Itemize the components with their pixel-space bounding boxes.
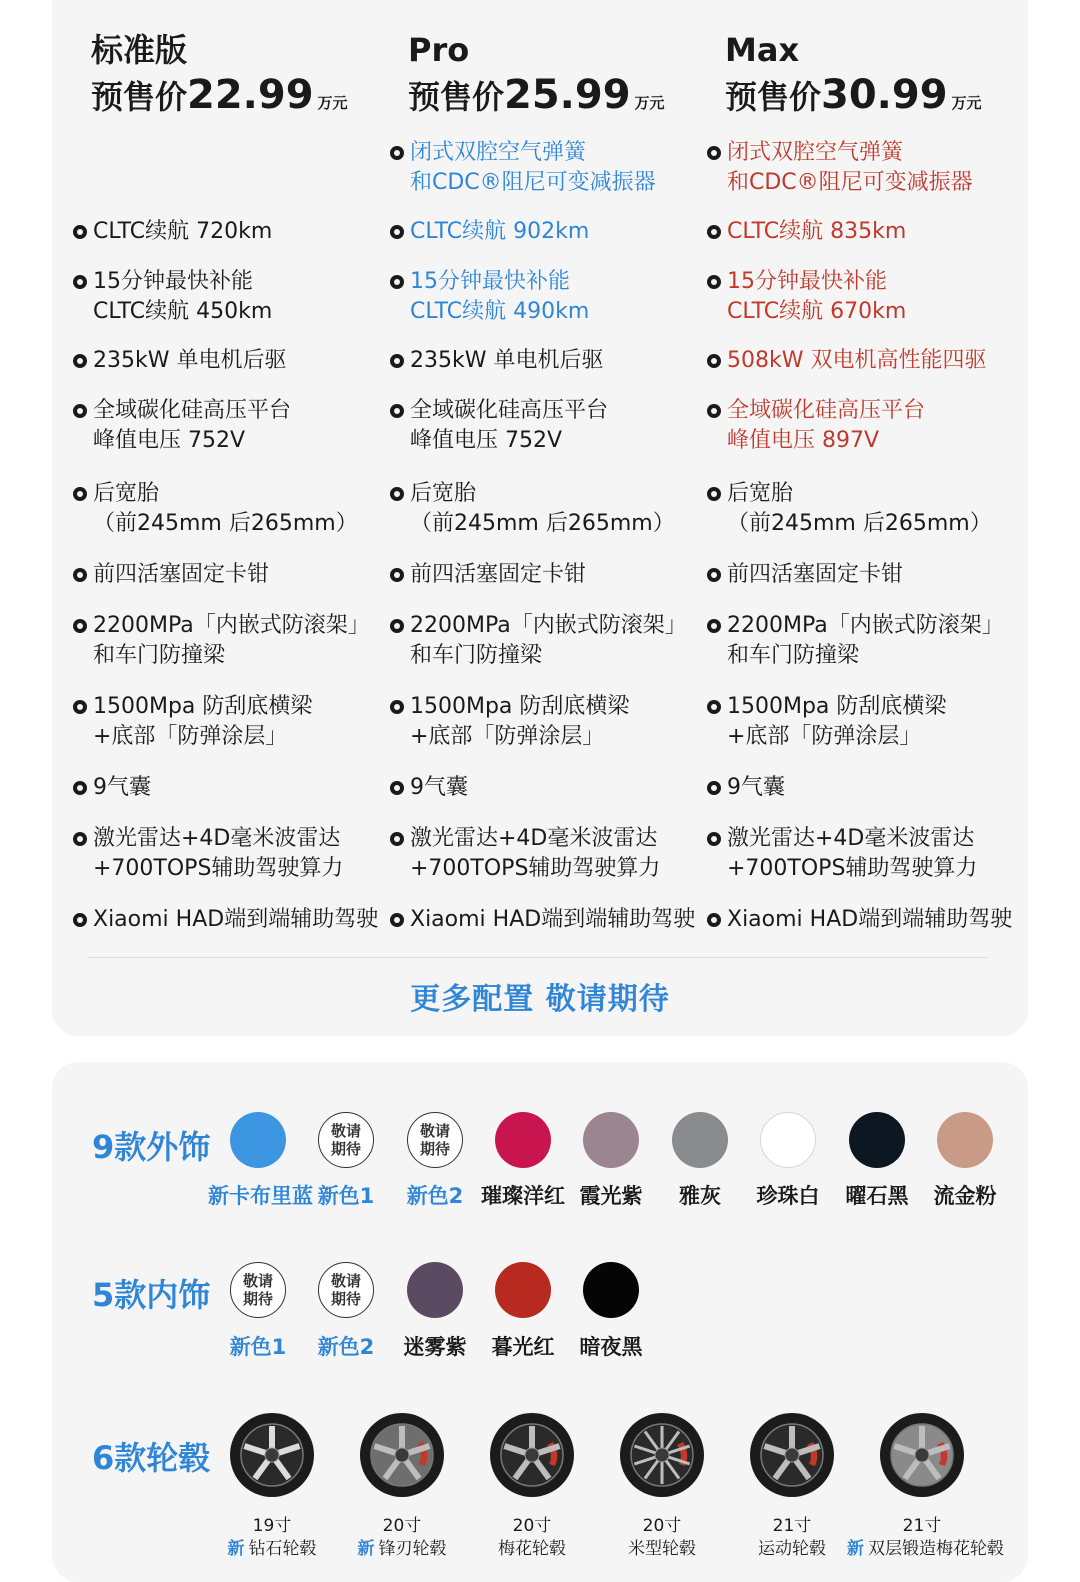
color-swatch [230, 1112, 286, 1168]
wheel-name [327, 1534, 477, 1559]
wheel-name-text: 运动轮毂 [758, 1539, 826, 1559]
color-label: 新色2 [317, 1335, 375, 1359]
bullet-icon [73, 700, 87, 714]
feature-item [707, 824, 977, 884]
bullet-icon [707, 487, 721, 501]
feature-item [707, 217, 906, 247]
feature-line: （前245mm 后265mm） [410, 511, 675, 536]
bullet-icon [390, 354, 404, 368]
feature-item [390, 138, 656, 198]
bullet-icon [73, 487, 87, 501]
price-unit: 万元 [951, 94, 982, 112]
wheel-icon [879, 1412, 965, 1498]
price-prefix: 预售价 [91, 78, 188, 116]
feature-line: 全域碳化硅高压平台 [727, 398, 926, 423]
feature-line: CLTC续航 902km [410, 219, 590, 244]
bullet-icon [707, 913, 721, 927]
feature-line: 后宽胎 [93, 481, 160, 506]
trim-name: Max [725, 31, 800, 69]
trim-price [408, 72, 665, 118]
trim-name: 标准版 [91, 31, 188, 69]
bullet-icon [707, 781, 721, 795]
bullet-icon [73, 619, 87, 633]
color-swatch [672, 1112, 728, 1168]
wheel-image [229, 1412, 315, 1498]
wheel-size: 19寸 [252, 1516, 292, 1536]
wheel-name-text: 米型轮毂 [628, 1539, 696, 1559]
feature-line: 15分钟最快补能 [410, 269, 570, 294]
wheel-name [847, 1534, 1004, 1559]
feature-line: Xiaomi HAD端到端辅助驾驶 [727, 907, 1013, 932]
feature-line: 和车门防撞梁 [93, 643, 226, 668]
feature-item [390, 396, 608, 456]
feature-line: +底部「防弹涂层」 [93, 724, 288, 749]
feature-item [73, 267, 272, 327]
feature-line: CLTC续航 720km [93, 219, 273, 244]
feature-line: 峰值电压 897V [727, 428, 880, 453]
color-label: 雅灰 [679, 1184, 721, 1208]
feature-item [73, 396, 291, 456]
feature-line: 峰值电压 752V [93, 428, 246, 453]
wheels-title: 6款轮毂 [92, 1439, 211, 1477]
feature-line: 激光雷达+4D毫米波雷达 [727, 826, 975, 851]
wheel-icon [229, 1412, 315, 1498]
wheel-name [457, 1534, 607, 1559]
feature-item [390, 560, 586, 590]
more-config-text: 更多配置 敬请期待 [410, 982, 670, 1017]
color-swatch [849, 1112, 905, 1168]
feature-line: 2200MPa「内嵌式防滚架」 [727, 613, 1004, 638]
wheel-image [879, 1412, 965, 1498]
new-badge: 新 [847, 1539, 864, 1559]
feature-line: 508kW 双电机高性能四驱 [727, 348, 987, 373]
new-badge: 新 [357, 1539, 375, 1559]
feature-line: 全域碳化硅高压平台 [410, 398, 609, 423]
color-swatch [583, 1112, 639, 1168]
feature-line: 全域碳化硅高压平台 [93, 398, 292, 423]
color-label: 新卡布里蓝 [208, 1184, 313, 1208]
color-swatch [407, 1262, 463, 1318]
trim-price [725, 72, 982, 118]
feature-item [73, 611, 370, 671]
trim-name: Pro [408, 31, 470, 69]
color-swatch [407, 1112, 463, 1168]
color-label: 霞光紫 [579, 1184, 643, 1208]
wheel-size: 20寸 [512, 1516, 552, 1536]
bullet-icon [707, 354, 721, 368]
feature-item [390, 905, 695, 935]
feature-line: 15分钟最快补能 [93, 269, 253, 294]
feature-item [73, 824, 343, 884]
bullet-icon [390, 832, 404, 846]
feature-line: （前245mm 后265mm） [727, 511, 992, 536]
bullet-icon [390, 781, 404, 795]
wheel-name-text: 双层锻造梅花轮毂 [868, 1539, 1004, 1559]
feature-line: 闭式双腔空气弹簧 [727, 140, 904, 165]
feature-line: CLTC续航 490km [410, 299, 590, 324]
price-prefix: 预售价 [408, 78, 505, 116]
color-swatch [760, 1112, 816, 1168]
feature-line: 1500Mpa 防刮底横梁 [410, 694, 630, 719]
feature-line: CLTC续航 670km [727, 299, 907, 324]
color-swatch [937, 1112, 993, 1168]
feature-item [390, 692, 629, 752]
feature-line: 后宽胎 [410, 481, 477, 506]
bullet-icon [73, 568, 87, 582]
wheel-icon [749, 1412, 835, 1498]
color-label: 新色1 [229, 1335, 287, 1359]
color-label: 曜石黑 [845, 1184, 909, 1208]
wheel-icon [489, 1412, 575, 1498]
feature-item [707, 346, 986, 376]
feature-item [390, 773, 468, 803]
feature-line: 235kW 单电机后驱 [93, 348, 287, 373]
feature-line: 和CDC®阻尼可变减振器 [727, 170, 973, 195]
bullet-icon [73, 832, 87, 846]
feature-line: 前四活塞固定卡钳 [410, 562, 587, 587]
feature-line: 激光雷达+4D毫米波雷达 [93, 826, 341, 851]
bullet-icon [707, 404, 721, 418]
feature-item [390, 824, 660, 884]
exterior-title: 9款外饰 [92, 1128, 211, 1166]
bullet-icon [707, 146, 721, 160]
color-label: 璀璨洋红 [481, 1184, 565, 1208]
bullet-icon [73, 781, 87, 795]
wheel-name-text: 梅花轮毂 [498, 1539, 566, 1559]
swatch-tbd-text: 敬请期待 [419, 1122, 450, 1158]
feature-line: 2200MPa「内嵌式防滚架」 [410, 613, 687, 638]
divider [88, 957, 988, 958]
feature-line: 1500Mpa 防刮底横梁 [93, 694, 313, 719]
feature-line: 和车门防撞梁 [727, 643, 860, 668]
feature-line: 和CDC®阻尼可变减振器 [410, 170, 656, 195]
bullet-icon [390, 487, 404, 501]
feature-line: 1500Mpa 防刮底横梁 [727, 694, 947, 719]
color-swatch [495, 1112, 551, 1168]
swatch-tbd-text: 敬请期待 [242, 1272, 273, 1308]
color-label: 珍珠白 [756, 1184, 820, 1208]
color-swatch [318, 1262, 374, 1318]
wheel-name [587, 1534, 737, 1559]
feature-line: 235kW 单电机后驱 [410, 348, 604, 373]
feature-item [73, 773, 151, 803]
color-label: 新色1 [317, 1184, 375, 1208]
color-label: 暗夜黑 [579, 1335, 643, 1359]
feature-line: 15分钟最快补能 [727, 269, 887, 294]
price-value: 30.99 [821, 72, 948, 118]
feature-item [73, 692, 312, 752]
trim-price [91, 72, 348, 118]
price-unit: 万元 [317, 94, 348, 112]
price-value: 22.99 [187, 72, 314, 118]
wheel-image [359, 1412, 445, 1498]
bullet-icon [390, 404, 404, 418]
feature-item [707, 611, 1004, 671]
wheel-image [749, 1412, 835, 1498]
bullet-icon [390, 275, 404, 289]
feature-item [707, 773, 785, 803]
feature-item [707, 560, 903, 590]
wheel-name [197, 1534, 347, 1559]
wheel-size: 21寸 [902, 1516, 942, 1536]
feature-item [390, 267, 589, 327]
bullet-icon [73, 275, 87, 289]
color-label: 迷雾紫 [403, 1335, 467, 1359]
bullet-icon [390, 913, 404, 927]
bullet-icon [73, 225, 87, 239]
feature-line: +700TOPS辅助驾驶算力 [410, 856, 661, 881]
feature-line: 后宽胎 [727, 481, 794, 506]
feature-item [707, 692, 946, 752]
bullet-icon [73, 404, 87, 418]
bullet-icon [707, 568, 721, 582]
wheel-name [717, 1534, 867, 1559]
wheel-image [619, 1412, 705, 1498]
bullet-icon [707, 619, 721, 633]
feature-item [390, 479, 675, 539]
color-swatch [318, 1112, 374, 1168]
feature-item [707, 396, 925, 456]
feature-line: 9气囊 [410, 775, 468, 800]
feature-line: +700TOPS辅助驾驶算力 [93, 856, 344, 881]
swatch-tbd-text: 敬请期待 [330, 1122, 361, 1158]
wheel-image [489, 1412, 575, 1498]
color-label: 流金粉 [933, 1184, 997, 1208]
bullet-icon [390, 146, 404, 160]
bullet-icon [707, 832, 721, 846]
bullet-icon [707, 225, 721, 239]
feature-line: 9气囊 [727, 775, 785, 800]
color-swatch [495, 1262, 551, 1318]
price-prefix: 预售价 [725, 78, 822, 116]
feature-line: 前四活塞固定卡钳 [93, 562, 270, 587]
feature-line: 前四活塞固定卡钳 [727, 562, 904, 587]
feature-item [390, 217, 589, 247]
feature-line: 和车门防撞梁 [410, 643, 543, 668]
swatch-tbd-text: 敬请期待 [330, 1272, 361, 1308]
wheel-name-text: 锋刃轮毂 [378, 1539, 447, 1559]
feature-line: 闭式双腔空气弹簧 [410, 140, 587, 165]
feature-item [73, 217, 272, 247]
bullet-icon [707, 700, 721, 714]
interior-title: 5款内饰 [92, 1276, 211, 1314]
bullet-icon [390, 700, 404, 714]
feature-item [73, 479, 358, 539]
feature-line: 9气囊 [93, 775, 151, 800]
wheel-name-text: 钻石轮毂 [248, 1539, 317, 1559]
color-label: 新色2 [406, 1184, 464, 1208]
feature-item [707, 267, 906, 327]
feature-line: Xiaomi HAD端到端辅助驾驶 [410, 907, 696, 932]
feature-item [707, 138, 973, 198]
new-badge: 新 [227, 1539, 245, 1559]
feature-line: Xiaomi HAD端到端辅助驾驶 [93, 907, 379, 932]
wheel-size: 20寸 [382, 1516, 422, 1536]
bullet-icon [390, 568, 404, 582]
feature-item [707, 479, 992, 539]
wheel-size: 20寸 [642, 1516, 682, 1536]
price-value: 25.99 [504, 72, 631, 118]
feature-line: CLTC续航 450km [93, 299, 273, 324]
bullet-icon [390, 225, 404, 239]
feature-item [390, 611, 687, 671]
feature-line: CLTC续航 835km [727, 219, 907, 244]
feature-item [73, 905, 378, 935]
price-unit: 万元 [634, 94, 665, 112]
feature-item [73, 560, 269, 590]
feature-line: +底部「防弹涂层」 [727, 724, 922, 749]
feature-line: 激光雷达+4D毫米波雷达 [410, 826, 658, 851]
wheel-size: 21寸 [772, 1516, 812, 1536]
feature-line: 峰值电压 752V [410, 428, 563, 453]
wheel-icon [359, 1412, 445, 1498]
feature-line: 2200MPa「内嵌式防滚架」 [93, 613, 370, 638]
color-swatch [583, 1262, 639, 1318]
color-label: 暮光红 [491, 1335, 555, 1359]
feature-line: +700TOPS辅助驾驶算力 [727, 856, 978, 881]
bullet-icon [390, 619, 404, 633]
wheel-icon [619, 1412, 705, 1498]
bullet-icon [73, 913, 87, 927]
feature-item [390, 346, 603, 376]
bullet-icon [707, 275, 721, 289]
feature-item [73, 346, 286, 376]
color-swatch [230, 1262, 286, 1318]
feature-line: （前245mm 后265mm） [93, 511, 358, 536]
feature-line: +底部「防弹涂层」 [410, 724, 605, 749]
feature-item [707, 905, 1012, 935]
bullet-icon [73, 354, 87, 368]
